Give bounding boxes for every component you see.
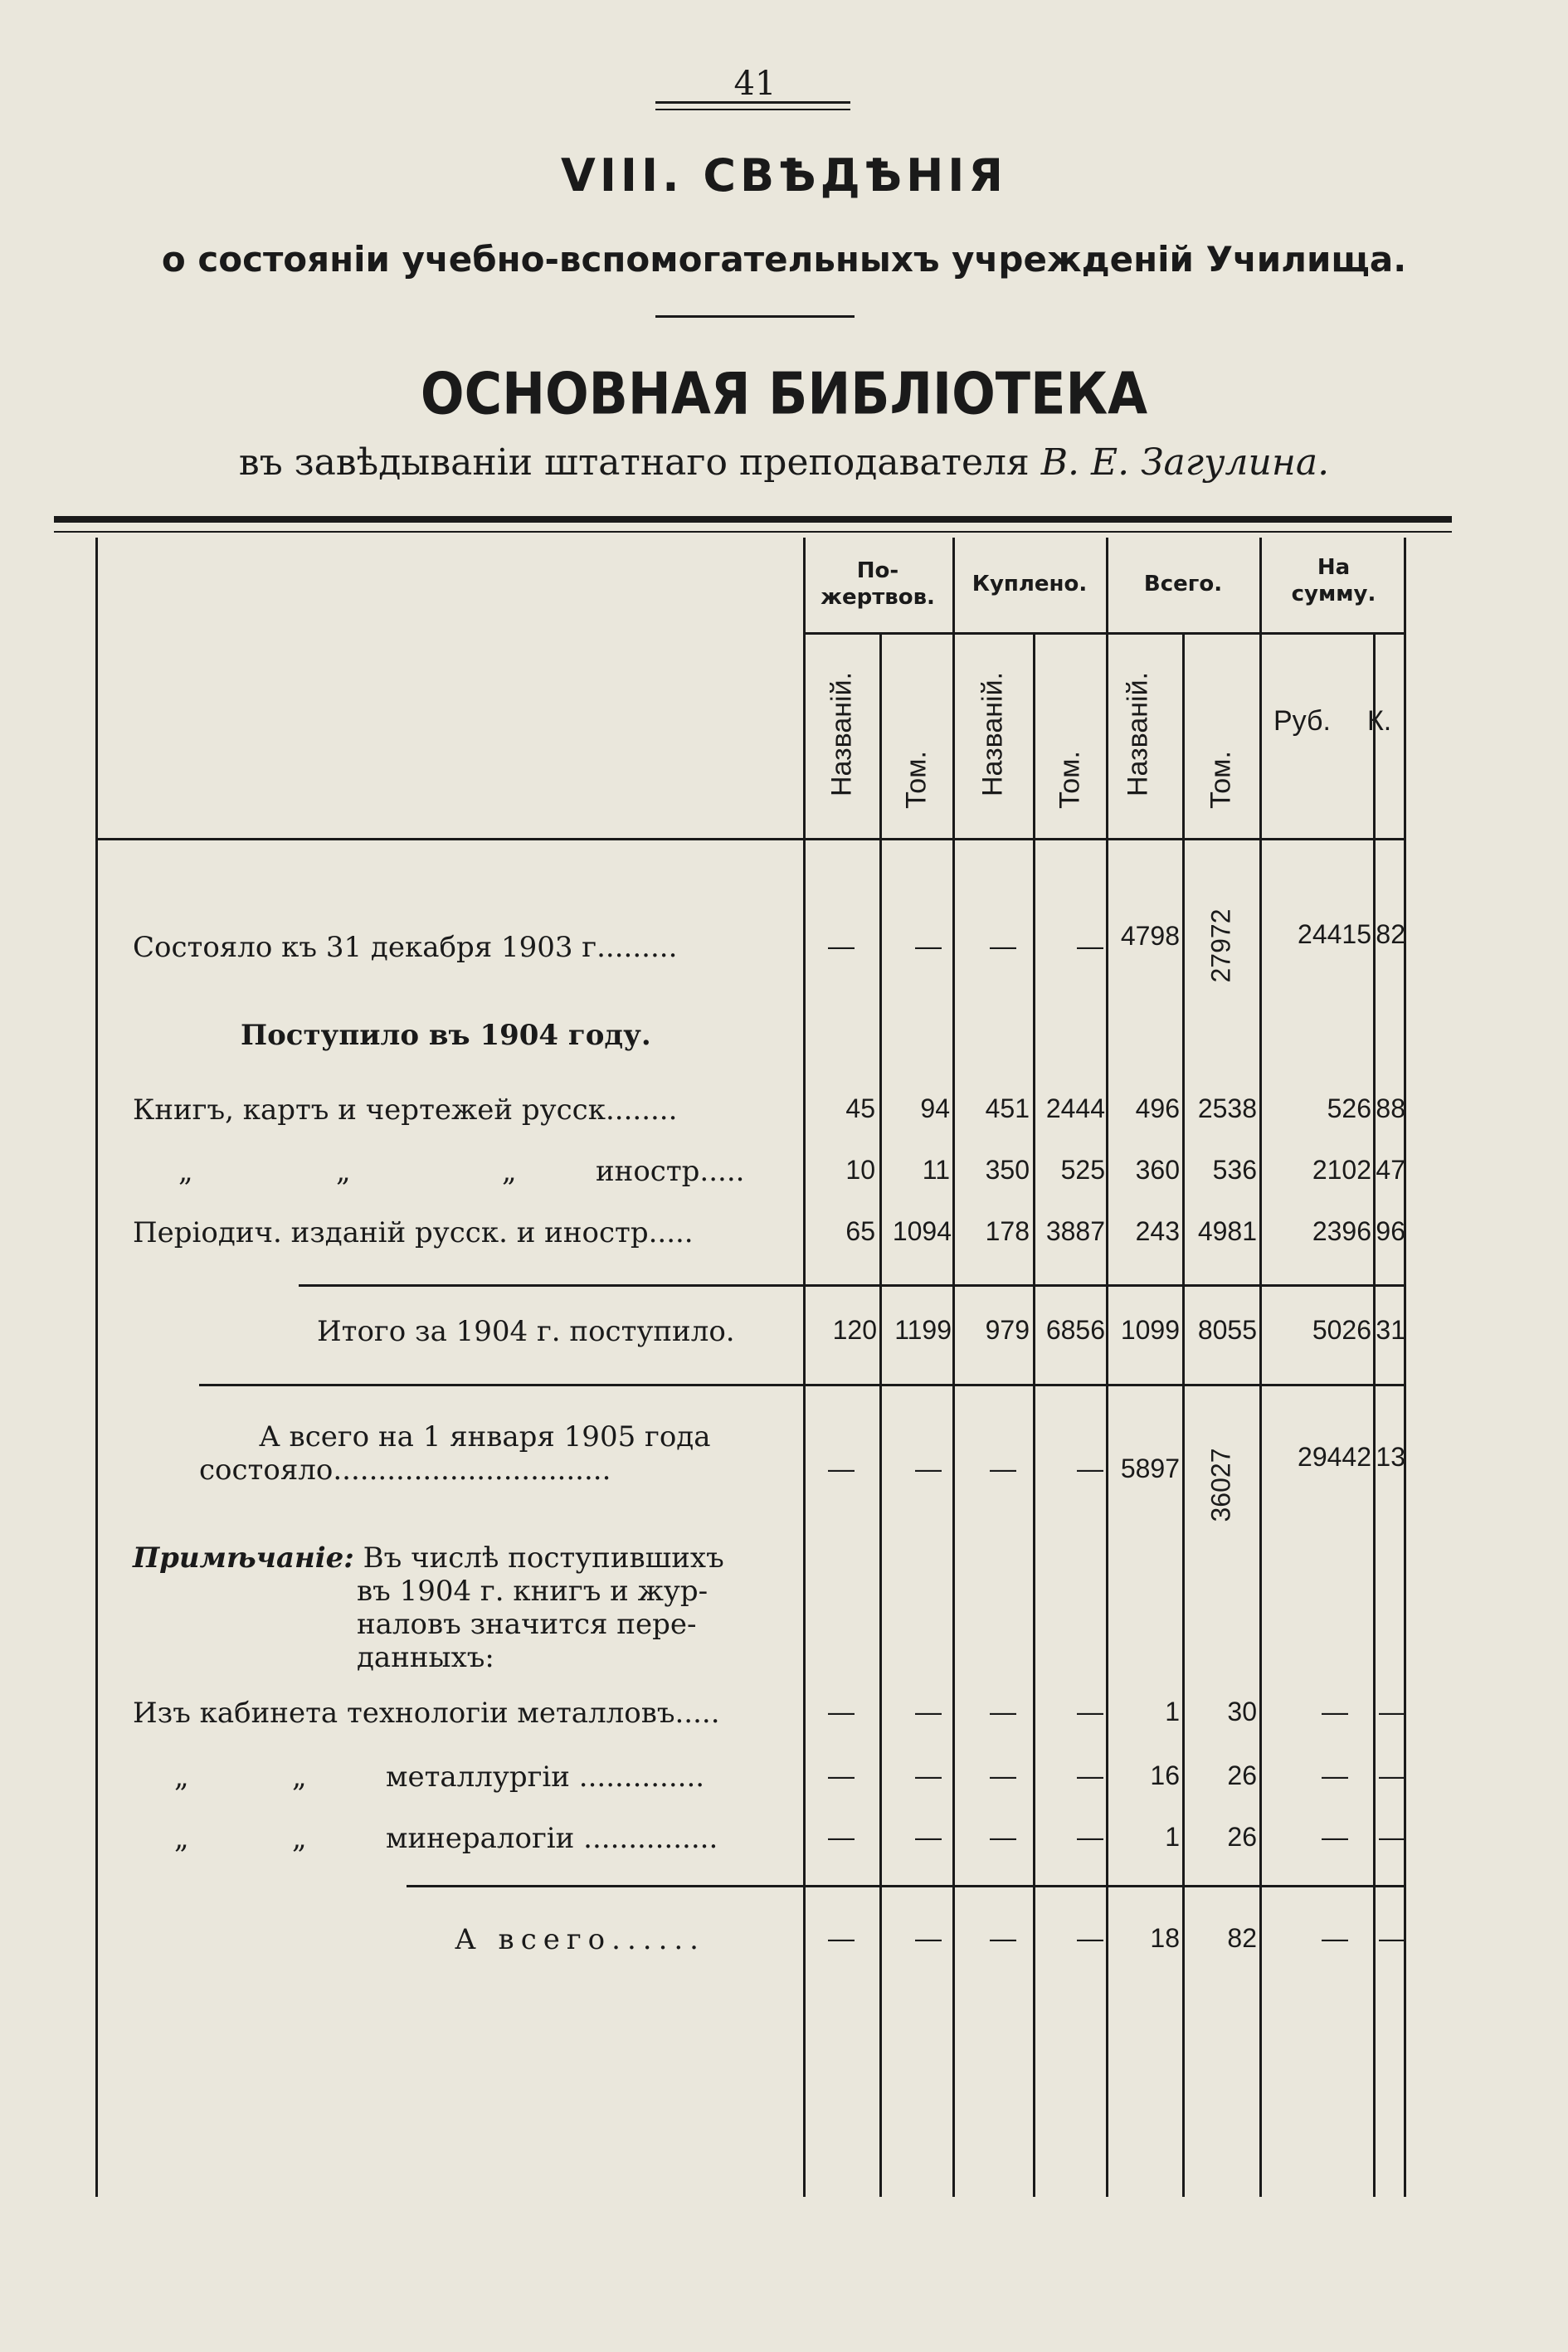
in-charge-name: В. Е. Загулина.: [1040, 441, 1330, 484]
page-number: 41: [733, 65, 777, 103]
cell-bought-titles: —: [990, 931, 1016, 961]
cell-total-volumes: 27972: [1205, 908, 1236, 983]
cell-kop: 47: [1376, 1155, 1405, 1185]
header-rub: Руб.: [1273, 705, 1331, 737]
cell-rub: 24415: [1298, 919, 1371, 949]
cell-rub: 5026: [1312, 1315, 1371, 1345]
row-label: иностр.....: [596, 1155, 745, 1188]
row-label: Изъ кабинета технологіи металловъ.....: [133, 1697, 720, 1730]
row-label-line2: состояло...............................: [199, 1454, 611, 1487]
cell-kop: 88: [1376, 1093, 1405, 1123]
cell-total-volumes: 8055: [1197, 1315, 1257, 1345]
note-text-1: Въ числѣ поступившихъ: [363, 1541, 724, 1575]
cell-donated-volumes: —: [915, 1697, 942, 1726]
cell-total-volumes: 26: [1227, 1760, 1257, 1790]
cell-total-volumes: 2538: [1197, 1093, 1257, 1123]
subcol-line: [1373, 635, 1376, 2197]
cell-bought-volumes: —: [1077, 931, 1103, 961]
ditto-mark: „: [336, 1155, 351, 1188]
subcol-line: [879, 635, 882, 2197]
cell-kop: —: [1379, 1760, 1405, 1790]
table-top-thick-rule: [54, 516, 1452, 523]
cell-donated-volumes: 94: [920, 1093, 950, 1123]
cell-donated-titles: 120: [832, 1315, 877, 1345]
row-label: Періодич. изданій русск. и иностр.....: [133, 1216, 694, 1249]
in-charge-line: [0, 441, 1568, 484]
cell-bought-volumes: 525: [1060, 1155, 1105, 1185]
row-label: Книгъ, картъ и чертежей русск........: [133, 1093, 678, 1127]
header-bottom-rule: [95, 838, 1406, 840]
cell-bought-titles: —: [990, 1760, 1016, 1790]
cell-bought-volumes: 3887: [1045, 1216, 1105, 1246]
in-charge-prefix: въ завѣдываніи штатнаго преподавателя: [238, 441, 1030, 484]
cell-rub: 29442: [1298, 1442, 1371, 1472]
page-number-rule: [655, 101, 850, 110]
cell-total-titles: 18: [1150, 1923, 1180, 1953]
cell-kop: —: [1379, 1697, 1405, 1726]
cell-total-volumes: 4981: [1197, 1216, 1257, 1246]
ditto-mark: „: [178, 1155, 193, 1188]
cell-bought-titles: 350: [985, 1155, 1030, 1185]
cell-rub: —: [1322, 1697, 1348, 1726]
title-divider: [655, 315, 855, 318]
ditto-mark: „: [174, 1760, 189, 1794]
cell-rub: —: [1322, 1760, 1348, 1790]
header-bought: Куплено.: [971, 572, 1088, 597]
cell-kop: 96: [1376, 1216, 1405, 1246]
cell-donated-titles: —: [828, 1760, 855, 1790]
cell-total-titles: 243: [1135, 1216, 1180, 1246]
cell-donated-titles: 65: [845, 1216, 875, 1246]
section-title: VIII. СВѢДѢНІЯ: [561, 149, 1007, 202]
col-line: [803, 538, 806, 2197]
cell-donated-volumes: —: [915, 1923, 942, 1953]
cell-bought-titles: —: [990, 1697, 1016, 1726]
cell-donated-volumes: —: [915, 1822, 942, 1852]
row-label-line1: А всего на 1 января 1905 года: [259, 1420, 711, 1454]
cell-donated-titles: —: [828, 1923, 855, 1953]
subcol-line: [1182, 635, 1185, 2197]
header-total-volumes: Том.: [1205, 751, 1237, 809]
cell-total-titles: 1: [1165, 1697, 1180, 1726]
col-line: [1259, 538, 1262, 2197]
col-line: [1106, 538, 1108, 2197]
ditto-mark: „: [502, 1155, 517, 1188]
cell-donated-titles: 45: [845, 1093, 875, 1123]
row-label: А всего......: [455, 1923, 705, 1956]
cell-rub: —: [1322, 1923, 1348, 1953]
cell-bought-volumes: —: [1077, 1822, 1103, 1852]
cell-total-volumes: 536: [1212, 1155, 1257, 1185]
header-bought-titles: Названій.: [976, 671, 1009, 797]
cell-donated-volumes: 11: [922, 1155, 950, 1185]
ditto-mark: „: [292, 1822, 307, 1855]
cell-donated-volumes: —: [915, 931, 942, 961]
note-line3: наловъ значится пере-: [357, 1608, 697, 1641]
cell-donated-titles: 10: [845, 1155, 875, 1185]
cell-total-titles: 16: [1150, 1760, 1180, 1790]
table-left-border: [95, 538, 98, 2197]
cell-total-volumes: 30: [1227, 1697, 1257, 1726]
cell-kop: 82: [1376, 919, 1405, 949]
cell-kop: 31: [1376, 1315, 1405, 1345]
note-line2: въ 1904 г. книгъ и жур-: [357, 1575, 709, 1608]
section-subtitle: о состояніи учебно-вспомогательныхъ учрежденій Училища.: [161, 239, 1407, 280]
header-donated: По-жертвов.: [821, 558, 935, 610]
ditto-mark: „: [174, 1822, 189, 1855]
cell-total-volumes: 36027: [1205, 1448, 1236, 1522]
cell-kop: —: [1379, 1822, 1405, 1852]
cell-bought-volumes: —: [1077, 1923, 1103, 1953]
cell-kop: —: [1379, 1923, 1405, 1953]
header-total: Всего.: [1143, 572, 1223, 597]
cell-rub: 526: [1327, 1093, 1371, 1123]
cell-bought-volumes: —: [1077, 1760, 1103, 1790]
note-title: Примѣчаніе:: [133, 1541, 354, 1575]
cell-total-titles: 1: [1165, 1822, 1180, 1852]
cell-total-titles: 360: [1135, 1155, 1180, 1185]
cell-total-volumes: 26: [1227, 1822, 1257, 1852]
cell-rub: —: [1322, 1822, 1348, 1852]
header-total-titles: Названій.: [1122, 671, 1154, 797]
cell-bought-titles: —: [990, 1923, 1016, 1953]
cell-donated-volumes: 1094: [892, 1216, 952, 1246]
total-rule: [199, 1384, 1406, 1386]
row-label: металлургіи ..............: [386, 1760, 705, 1794]
cell-total-volumes: 82: [1227, 1923, 1257, 1953]
ditto-mark: „: [292, 1760, 307, 1794]
row-label: минералогіи ...............: [386, 1822, 718, 1855]
cell-donated-volumes: —: [915, 1760, 942, 1790]
final-total-rule: [407, 1885, 1406, 1887]
cell-kop: 13: [1376, 1442, 1405, 1472]
cell-total-titles: 496: [1135, 1093, 1180, 1123]
header-bought-volumes: Том.: [1054, 751, 1086, 809]
cell-rub: 2102: [1312, 1155, 1371, 1185]
cell-donated-titles: —: [828, 1697, 855, 1726]
cell-total-titles: 5897: [1120, 1454, 1180, 1483]
cell-total-titles: 4798: [1120, 921, 1180, 951]
section-received: Поступило въ 1904 году.: [241, 1019, 651, 1052]
row-label: Итого за 1904 г. поступило.: [317, 1315, 735, 1348]
cell-bought-volumes: —: [1077, 1454, 1103, 1483]
header-kop: К.: [1367, 705, 1392, 737]
cell-donated-titles: —: [828, 1454, 855, 1483]
cell-bought-titles: 979: [985, 1315, 1030, 1345]
cell-donated-volumes: —: [915, 1454, 942, 1483]
library-title: ОСНОВНАЯ БИБЛІОТЕКА: [420, 359, 1148, 428]
cell-bought-titles: 178: [985, 1216, 1030, 1246]
header-donated-volumes: Том.: [900, 751, 933, 809]
subtotal-rule: [299, 1284, 1406, 1287]
row-label: Состояло къ 31 декабря 1903 г.........: [133, 931, 678, 964]
note-line1: [133, 1541, 724, 1575]
cell-rub: 2396: [1312, 1216, 1371, 1246]
header-sum: На сумму.: [1291, 555, 1376, 606]
cell-bought-volumes: 6856: [1045, 1315, 1105, 1345]
cell-bought-titles: —: [990, 1454, 1016, 1483]
cell-total-titles: 1099: [1120, 1315, 1180, 1345]
cell-bought-volumes: 2444: [1045, 1093, 1105, 1123]
cell-donated-titles: —: [828, 1822, 855, 1852]
table-top-thin-rule: [54, 531, 1452, 533]
note-line4: данныхъ:: [357, 1641, 494, 1674]
header-group-rule: [803, 632, 1406, 635]
cell-donated-volumes: 1199: [894, 1315, 952, 1345]
cell-donated-titles: —: [828, 931, 855, 961]
col-line: [952, 538, 955, 2197]
cell-bought-titles: 451: [985, 1093, 1030, 1123]
cell-bought-volumes: —: [1077, 1697, 1103, 1726]
cell-bought-titles: —: [990, 1822, 1016, 1852]
subcol-line: [1033, 635, 1035, 2197]
header-donated-titles: Названій.: [825, 671, 858, 797]
